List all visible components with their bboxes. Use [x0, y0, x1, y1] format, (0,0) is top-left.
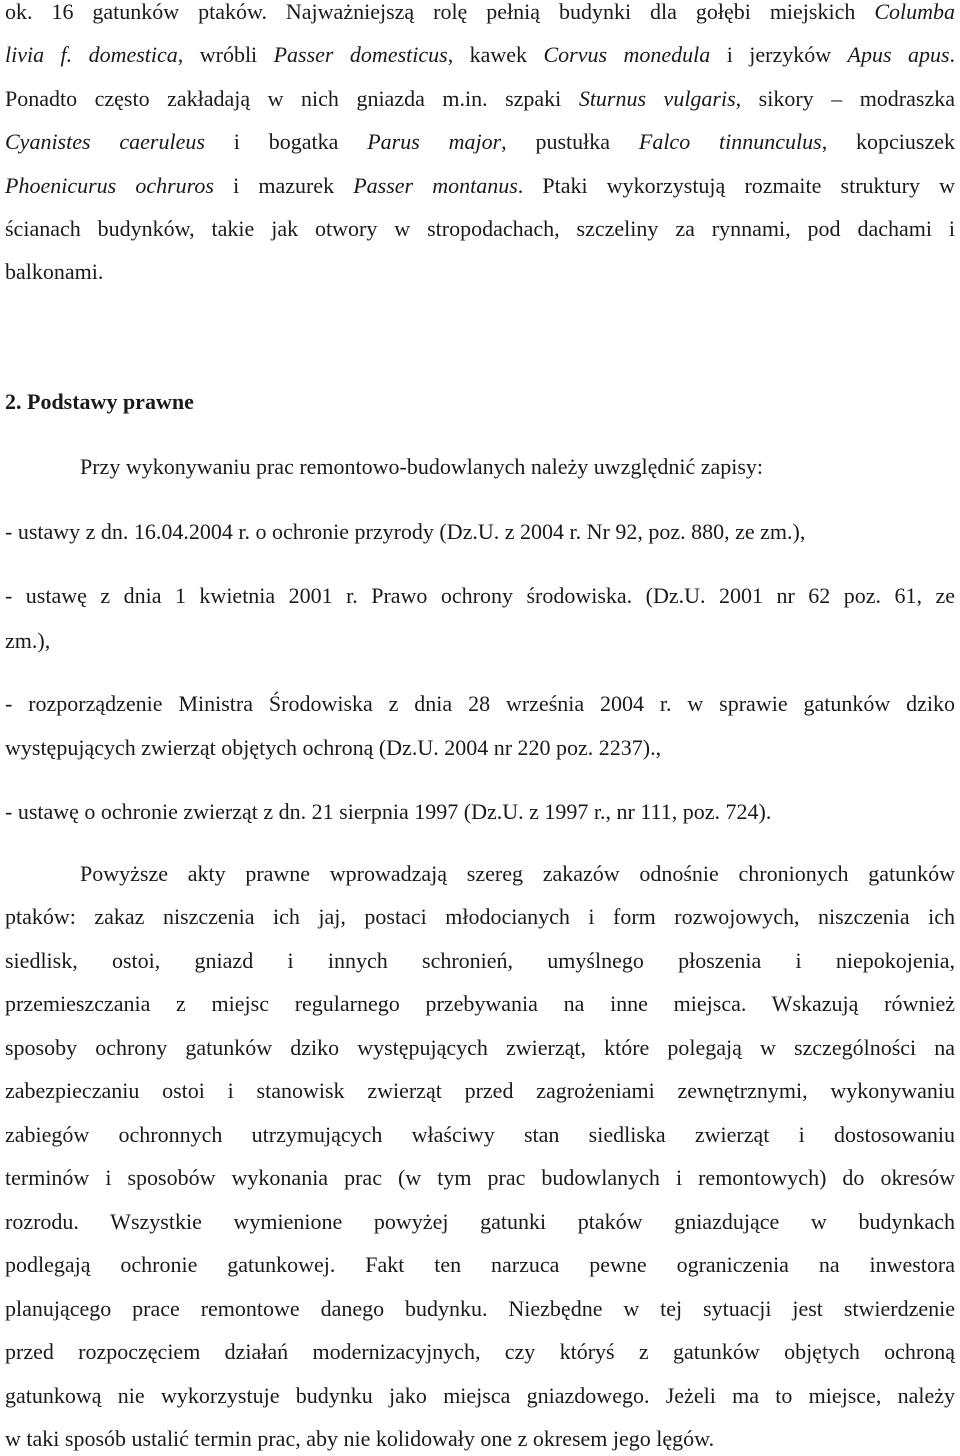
intro-line: ok. 16 gatunków ptaków. Najważniejszą rolę pełnią budynki dla gołębi miejskich Columba	[5, 0, 955, 24]
closing-line: planującego prace remontowe danego budynku. Niezbędne w tej sytuacji jest stwierdzenie	[5, 1296, 955, 1321]
closing-line: ptaków: zakaz niszczenia ich jaj, postaci młodocianych i form rozwojowych, niszczenia ich	[5, 904, 955, 929]
species-name: Parus major	[367, 129, 502, 154]
species-name: Sturnus vulgaris	[578, 86, 736, 111]
section-heading: 2. Podstawy prawne	[5, 389, 194, 414]
closing-line: Powyższe akty prawne wprowadzają szereg zakazów odnośnie chronionych gatunków	[80, 861, 955, 886]
closing-line: terminów i sposobów wykonania prac (w tym prac budowlanych i remontowych) do okresów	[5, 1165, 955, 1190]
section-lead: Przy wykonywaniu prac remontowo-budowlanych należy uwzględnić zapisy:	[80, 454, 764, 479]
species-name: livia f. domestica	[5, 42, 178, 67]
closing-line: gatunkową nie wykorzystuje budynku jako miejsca gniazdowego. Jeżeli ma to miejsce, należy	[5, 1383, 955, 1408]
species-name: Cyanistes caeruleus	[5, 129, 205, 154]
closing-line: zabiegów ochronnych utrzymujących właściwy stan siedliska zwierząt i dostosowaniu	[5, 1122, 955, 1147]
list-item: - ustawy z dn. 16.04.2004 r. o ochronie przyrody (Dz.U. z 2004 r. Nr 92, poz. 880, ze zm.),	[5, 519, 806, 544]
intro-line: Cyanistes caeruleus i bogatka Parus major, pustułka Falco tinnunculus, kopciuszek	[5, 129, 955, 154]
species-name: Apus apus	[847, 42, 950, 67]
species-name: Corvus monedula	[543, 42, 711, 67]
intro-line: Ponadto często zakładają w nich gniazda m.in. szpaki Sturnus vulgaris, sikory – modraszka	[5, 86, 955, 111]
closing-line: rozrodu. Wszystkie wymienione powyżej gatunki ptaków gniazdujące w budynkach	[5, 1209, 955, 1234]
closing-line: przed rozpoczęciem działań modernizacyjnych, czy któryś z gatunków objętych ochroną	[5, 1339, 955, 1364]
species-name: Passer montanus	[353, 173, 518, 198]
intro-line: livia f. domestica, wróbli Passer domesticus, kawek Corvus monedula i jerzyków Apus apus.	[5, 42, 956, 67]
intro-line: balkonami.	[5, 259, 104, 284]
intro-line: ścianach budynków, takie jak otwory w stropodachach, szczeliny za rynnami, pod dachami i	[5, 216, 955, 241]
closing-line: podlegają ochronie gatunkowej. Fakt ten narzuca pewne ograniczenia na inwestora	[5, 1252, 955, 1277]
list-item-continuation: zm.),	[5, 628, 51, 653]
list-item: - ustawę o ochronie zwierząt z dn. 21 sierpnia 1997 (Dz.U. z 1997 r., nr 111, poz. 724).	[5, 799, 772, 824]
list-item: - ustawę z dnia 1 kwietnia 2001 r. Prawo ochrony środowiska. (Dz.U. 2001 nr 62 poz. 61, ze	[5, 583, 955, 608]
species-name: Falco tinnunculus	[638, 129, 822, 154]
species-name: Passer domesticus	[273, 42, 448, 67]
closing-line: sposoby ochrony gatunków dziko występujących zwierząt, które polegają w szczególności na	[5, 1035, 955, 1060]
list-item: - rozporządzenie Ministra Środowiska z dnia 28 września 2004 r. w sprawie gatunków dziko	[5, 691, 955, 716]
closing-line: siedlisk, ostoi, gniazd i innych schronień, umyślnego płoszenia i niepokojenia,	[5, 948, 955, 973]
species-name: Columba	[874, 0, 955, 24]
closing-line: zabezpieczaniu ostoi i stanowisk zwierząt przed zagrożeniami zewnętrznymi, wykonywaniu	[5, 1078, 955, 1103]
intro-line: Phoenicurus ochruros i mazurek Passer montanus. Ptaki wykorzystują rozmaite struktury w	[5, 173, 955, 198]
closing-line: w taki sposób ustalić termin prac, aby nie kolidowały one z okresem jego lęgów.	[5, 1426, 715, 1451]
list-item-continuation: występujących zwierząt objętych ochroną (Dz.U. 2004 nr 220 poz. 2237).,	[5, 735, 662, 760]
closing-line: przemieszczania z miejsc regularnego przebywania na inne miejsca. Wskazują również	[5, 991, 955, 1016]
species-name: Phoenicurus ochruros	[5, 173, 214, 198]
